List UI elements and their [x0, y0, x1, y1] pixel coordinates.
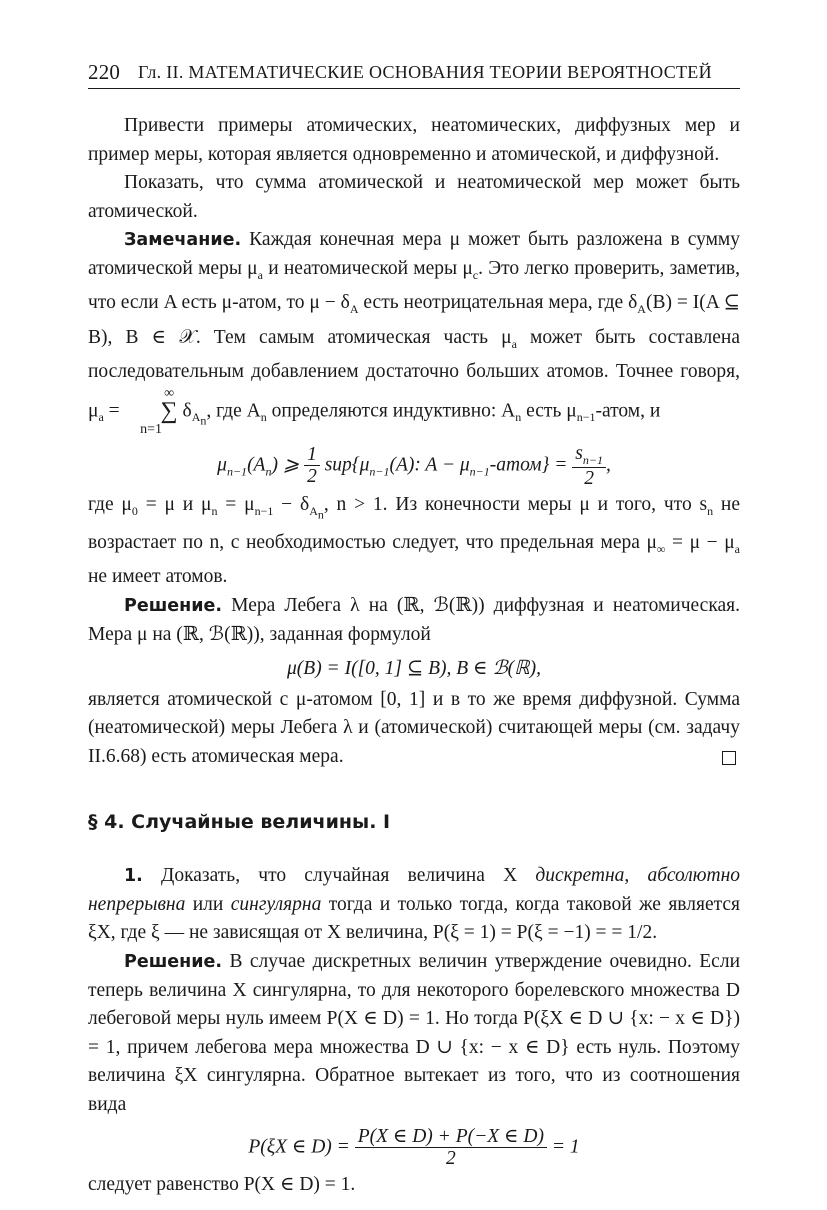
fraction-half: $\frac{1}{2}$ [304, 444, 320, 488]
solution-paragraph-2: Решение. В случае дискретных величин утверждение очевидно. Если теперь величина X сингулярна, то для некоторого борелевского множества D лебеговой меры нуль имеем P(X ∈ D) = 1. Но тогда P(ξX ∈ D ∪ {x: − x ∈ D}) = 1, причем лебегова мера множества D ∪ {x: − x ∈ D} есть нуль. Поэтому величина ξX сингулярна. Обратное вытекает из того, что из соотношения вида [88, 951, 741, 1115]
remark-paragraph: Замечание. Каждая конечная мера μ может быть разложена в сумму атомической меры $\mu_a$ и неатомической меры $\mu_c$. Это легко проверить, заметив, что если A есть μ-атом, то $\mu - \delta_A$ есть неотрицательная мера, где $\delta_A(B) = I(A$ ⊆ B), B ∈ 𝒳. Тем самым атомическая часть $\mu_a$ может быть составлена последовательным добавлением достаточно больших атомов. Точнее говоря, $\mu_a$ = ∞ ∑ n=1 $\delta_{A_n}$, где $A_n$ определяются индуктивно: $A_n$ есть $\mu_{n-1}$-атом, и [88, 229, 741, 437]
paragraph-limit-measure: где $\mu_0 = \mu$ и $\mu_n = \mu_{n-1} - \delta_{A_n}$, n > 1. Из конечности меры μ и того, что $s_n$ не возрастает по n, с необходимостью следует, что предельная мера $\mu_\infty = \mu - \mu_a$ не имеет атомов. [88, 494, 741, 588]
paragraph-atomic-sum: является атомической с μ-атомом [0, 1] и в то же время диффузной. Сумма (неатомической) меры Лебега λ и (атомической) считающей меры (см. задачу II.6.68) есть атомическая мера. [88, 688, 740, 768]
formula-sup: $\mu_{n-1}(A_n)$ ⩾ $\frac{1}{2}$ $sup\{\mu_{n-1}(A)$: $A - \mu_{n-1}-атом$} = $\frac{s_{n-1}}{2}$ , [217, 442, 611, 489]
page-body [88, 112, 740, 1200]
paragraph-exercise: Привести примеры атомических, неатомических, диффузных мер и пример меры, которая является одновременно и атомической, и диффузной. [88, 115, 740, 165]
solution-paragraph-1: Решение. Мера Лебега λ на (ℝ, ℬ(ℝ)) диффузная и неатомическая. Мера μ на (ℝ, ℬ(ℝ)), заданная формулой [88, 595, 740, 645]
section-title: § 4. Случайные величины. I [88, 810, 391, 833]
formula-dirac: μ(B) = I([0, 1] ⊆ B), B ∈ ℬ(ℝ), [287, 658, 541, 680]
sum-operator: ∞ ∑ n=1 [140, 386, 178, 437]
fraction-s: $\frac{s_{n-1}}{2}$ [572, 443, 606, 490]
page-header [88, 58, 740, 88]
qed-box-icon [722, 751, 736, 765]
remark-label: Замечание. [124, 230, 242, 251]
problem-number: 1. [124, 866, 143, 887]
page-number: 220 [88, 60, 121, 84]
header-rule [88, 88, 740, 89]
solution-label-2: Решение. [124, 952, 223, 973]
paragraph-conclusion: следует равенство P(X ∈ D) = 1. [88, 1174, 356, 1196]
problem-1: 1. Доказать, что случайная величина X дискретна, абсолютно непрерывна или сингулярна тогда и только тогда, когда таковой же является ξX, где ξ — не зависящая от X величина, P(ξ = 1) = P(ξ = −1) = = 1/2. [88, 865, 741, 944]
running-title: Гл. II. МАТЕМАТИЧЕСКИЕ ОСНОВАНИЯ ТЕОРИИ ВЕРОЯТНОСТЕЙ [138, 62, 712, 82]
fraction-probability: $\frac{P(X \in D) + P(-X \in D)}{2}$ [355, 1126, 547, 1170]
solution-label: Решение. [124, 596, 223, 617]
formula-symmetric: P(ξX ∈ D) = $\frac{P(X \in D) + P(-X \in D)}{2}$ = 1 [248, 1125, 580, 1170]
paragraph-exercise-2: Показать, что сумма атомической и неатомической мер может быть атомической. [88, 172, 740, 222]
